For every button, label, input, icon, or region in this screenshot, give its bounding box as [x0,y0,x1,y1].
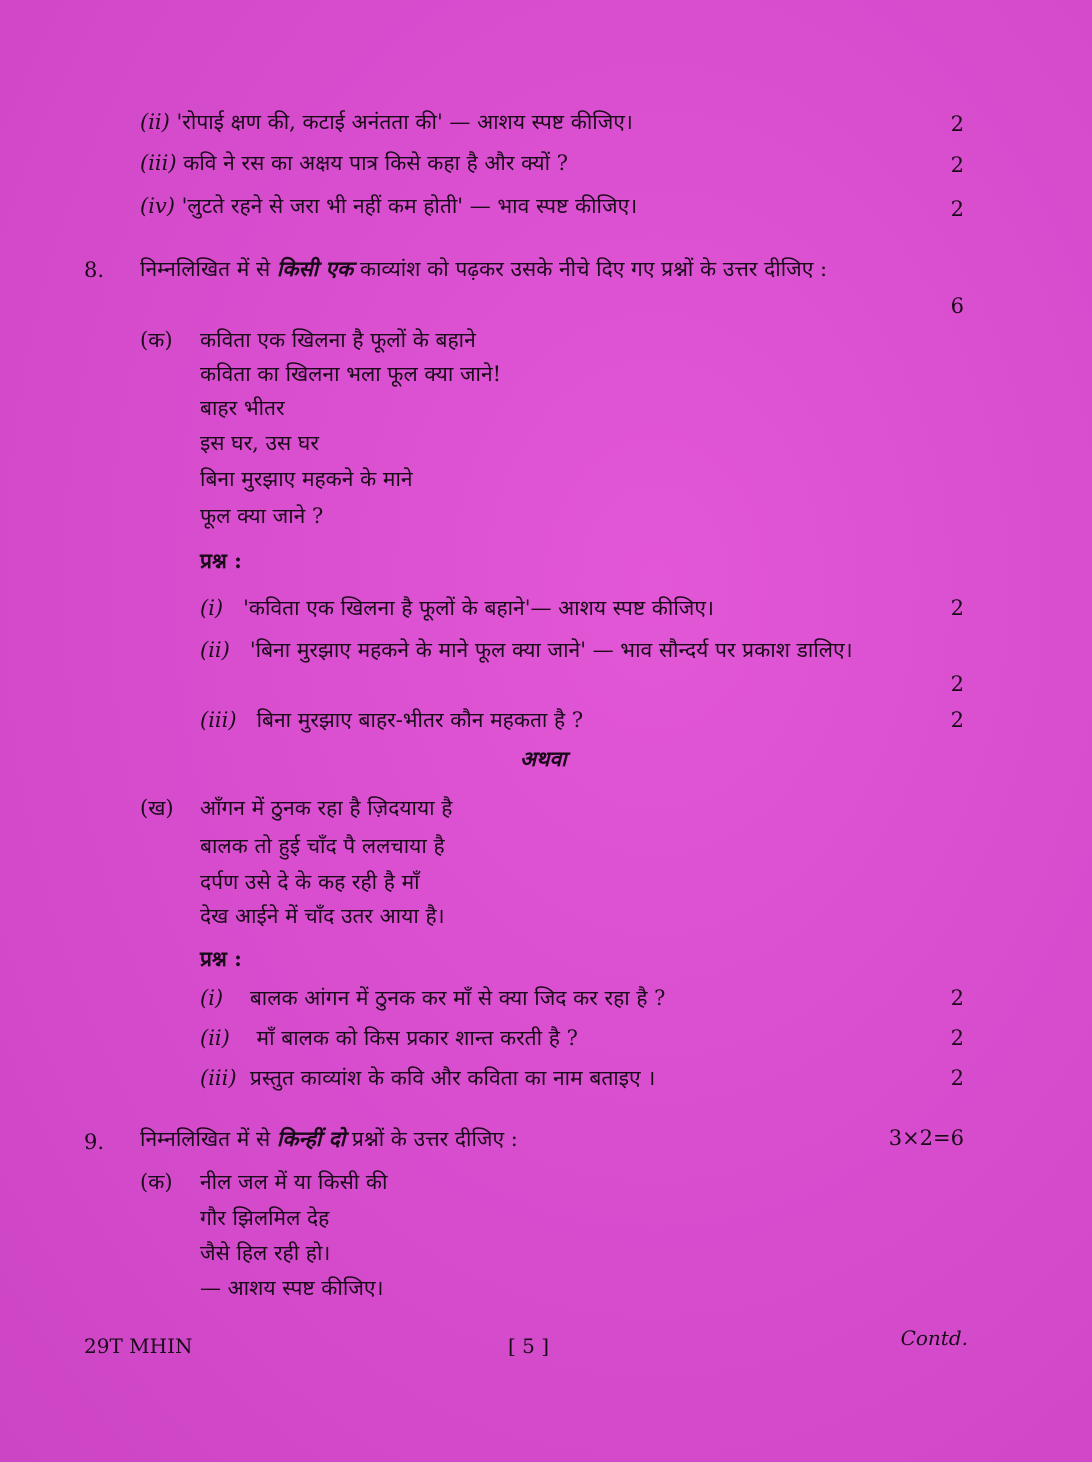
q8-a-q1: (i) 'कविता एक खिलना है फूलों के बहाने'— आशय स्पष्ट कीजिए। [200,596,714,620]
q8-b-label: (ख) [140,796,174,820]
q8-number: 8. [84,258,105,282]
q9-instruction: निम्नलिखित में से किन्हीं दो प्रश्नों के उत्तर दीजिए : [140,1126,518,1151]
q8-b-line: आँगन में ठुनक रहा है ज़िदयाया है [200,796,453,820]
q8-b-q3-marks: 2 [950,1066,964,1090]
q8-b-line: दर्पण उसे दे के कह रही है माँ [200,870,420,894]
q8-a-line: कविता एक खिलना है फूलों के बहाने [200,328,476,352]
q8-a-q1-marks: 2 [950,596,964,620]
q8-athva: अथवा [520,746,567,771]
q8-b-prashn: प्रश्न : [200,946,242,971]
q7-item-iv: (iv) 'लुटते रहने से जरा भी नहीं कम होती' — भाव स्पष्ट कीजिए। [140,194,638,218]
q7-item-ii-marks: 2 [950,112,964,136]
q7-item-iv-marks: 2 [950,197,964,221]
q8-a-q2-marks: 2 [950,672,964,696]
q8-a-line: बिना मुरझाए महकने के माने [200,467,413,491]
q8-a-q2: (ii) 'बिना मुरझाए महकने के माने फूल क्या जाने' — भाव सौन्दर्य पर प्रकाश डालिए। [200,638,853,662]
q8-b-q2: (ii) माँ बालक को किस प्रकार शान्त करती है ? [200,1026,578,1050]
q9-a-label: (क) [140,1170,173,1194]
q7-item-iii-marks: 2 [950,153,964,177]
q8-b-q2-marks: 2 [950,1026,964,1050]
paper-code: 29T MHIN [84,1334,193,1358]
q9-a-line: — आशय स्पष्ट कीजिए। [200,1276,384,1300]
q8-a-label: (क) [140,328,173,352]
q8-b-q1: (i) बालक आंगन में ठुनक कर माँ से क्या जिद कर रहा है ? [200,986,666,1010]
q9-a-line: जैसे हिल रही हो। [200,1241,331,1265]
q8-a-q3: (iii) बिना मुरझाए बाहर-भीतर कौन महकता है ? [200,708,584,732]
q9-number: 9. [84,1130,105,1154]
q8-b-q3: (iii) प्रस्तुत काव्यांश के कवि और कविता का नाम बताइए । [200,1066,656,1090]
q8-marks: 6 [950,294,964,318]
q8-a-line: फूल क्या जाने ? [200,504,324,528]
q8-a-prashn: प्रश्न : [200,548,242,573]
contd-label: Contd. [900,1326,968,1350]
q7-item-ii: (ii) 'रोपाई क्षण की, कटाई अनंतता की' — आशय स्पष्ट कीजिए। [140,110,633,134]
q9-marks: 3×2=6 [888,1126,964,1150]
page-number: [ 5 ] [508,1334,550,1358]
q8-a-q3-marks: 2 [950,708,964,732]
q8-b-q1-marks: 2 [950,986,964,1010]
q8-b-line: बालक तो हुई चाँद पै ललचाया है [200,834,445,858]
q8-b-line: देख आईने में चाँद उतर आया है। [200,904,445,928]
q9-a-line: गौर झिलमिल देह [200,1206,330,1230]
q8-a-line: इस घर, उस घर [200,431,319,455]
q8-a-line: कविता का खिलना भला फूल क्या जाने! [200,362,502,386]
q9-a-line: नील जल में या किसी की [200,1170,388,1194]
q8-a-line: बाहर भीतर [200,396,285,420]
q8-instruction: निम्नलिखित में से किसी एक काव्यांश को पढ़कर उसके नीचे दिए गए प्रश्नों के उत्तर दीजिए : [140,256,828,281]
q7-item-iii: (iii) कवि ने रस का अक्षय पात्र किसे कहा है और क्यों ? [140,151,568,175]
